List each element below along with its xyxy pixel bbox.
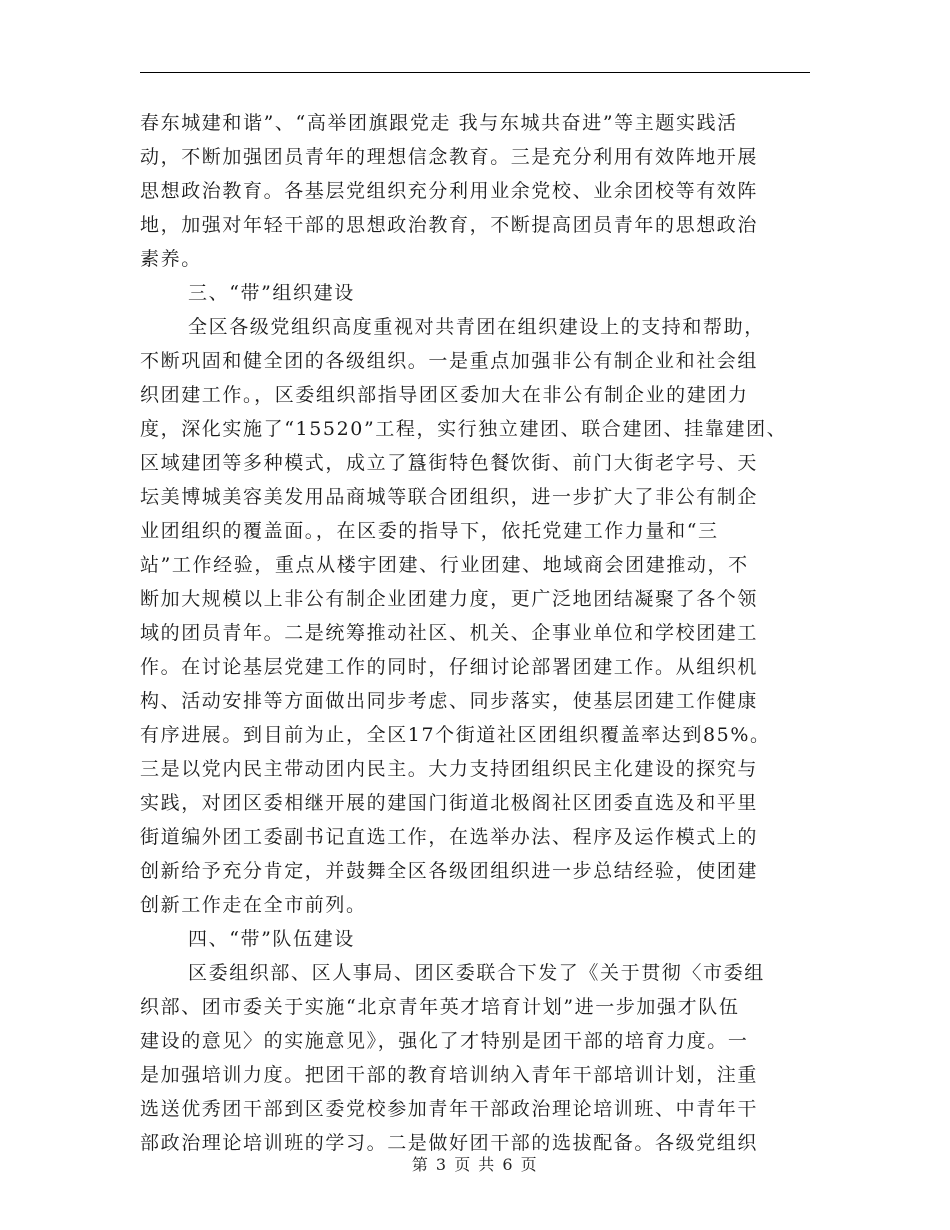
section-heading: 三、“带”组织建设 xyxy=(188,282,355,304)
text-line: 春东城建和谐”、“高举团旗跟党走 我与东城共奋进”等主题实践活 xyxy=(140,112,738,134)
text-line: 站”工作经验，重点从楼宇团建、行业团建、地域商会团建推动，不 xyxy=(140,554,749,576)
text-line: 坛美博城美容美发用品商城等联合团组织，进一步扩大了非公有制企 xyxy=(140,486,759,508)
paragraph-start: 全区各级党组织高度重视对共青团在组织建设上的支持和帮助， xyxy=(188,316,765,338)
header-rule xyxy=(140,72,810,73)
text-line: 三是以党内民主带动团内民主。大力支持团组织民主化建设的探究与 xyxy=(140,758,759,780)
text-line: 作。在讨论基层党建工作的同时，仔细讨论部署团建工作。从组织机 xyxy=(140,656,759,678)
document-body xyxy=(140,106,840,1160)
text-line: 区域建团等多种模式，成立了簋街特色餐饮街、前门大街老字号、天 xyxy=(140,452,759,474)
text-line: 实践，对团区委相继开展的建国门街道北极阁社区团委直选及和平里 xyxy=(140,792,759,814)
text-line: 素养。 xyxy=(140,248,202,270)
text-line: 不断巩固和健全团的各级组织。一是重点加强非公有制企业和社会组 xyxy=(140,350,759,372)
section-heading: 四、“带”队伍建设 xyxy=(188,928,355,950)
text-line: 创新工作走在全市前列。 xyxy=(140,894,367,916)
text-line: 街道编外团工委副书记直选工作，在选举办法、程序及运作模式上的 xyxy=(140,826,759,848)
page-number-footer: 第 3 页 共 6 页 xyxy=(411,1155,539,1174)
text-line: 创新给予充分肯定，并鼓舞全区各级团组织进一步总结经验，使团建 xyxy=(140,860,759,882)
text-line: 织部、团市委关于实施“北京青年英才培育计划”进一步加强才队伍 xyxy=(140,996,740,1018)
text-line: 动，不断加强团员青年的理想信念教育。三是充分利用有效阵地开展 xyxy=(140,146,759,168)
text-line: 度，深化实施了“15520”工程，实行独立建团、联合建团、挂靠建团、 xyxy=(140,418,788,440)
text-line: 有序进展。到目前为止，全区17个街道社区团组织覆盖率达到85%。 xyxy=(140,724,771,746)
text-line: 建设的意见〉的实施意见》，强化了才特别是团干部的培育力度。一 xyxy=(140,1030,749,1052)
text-line: 构、活动安排等方面做出同步考虑、同步落实，使基层团建工作健康 xyxy=(140,690,759,712)
text-line: 地，加强对年轻干部的思想政治教育，不断提高团员青年的思想政治 xyxy=(140,214,759,236)
text-line: 业团组织的覆盖面。，在区委的指导下，依托党建工作力量和“三 xyxy=(140,520,719,542)
text-line: 部政治理论培训班的学习。二是做好团干部的选拔配备。各级党组织 xyxy=(140,1132,759,1154)
text-line: 是加强培训力度。把团干部的教育培训纳入青年干部培训计划，注重 xyxy=(140,1064,759,1086)
text-line: 断加大规模以上非公有制企业团建力度，更广泛地团结凝聚了各个领 xyxy=(140,588,759,610)
text-line: 域的团员青年。二是统筹推动社区、机关、企事业单位和学校团建工 xyxy=(140,622,759,644)
paragraph-start: 区委组织部、区人事局、团区委联合下发了《关于贯彻〈市委组 xyxy=(188,962,765,984)
text-line: 选送优秀团干部到区委党校参加青年干部政治理论培训班、中青年干 xyxy=(140,1098,759,1120)
text-line: 思想政治教育。各基层党组织充分利用业余党校、业余团校等有效阵 xyxy=(140,180,759,202)
text-line: 织团建工作。，区委组织部指导团区委加大在非公有制企业的建团力 xyxy=(140,384,749,406)
